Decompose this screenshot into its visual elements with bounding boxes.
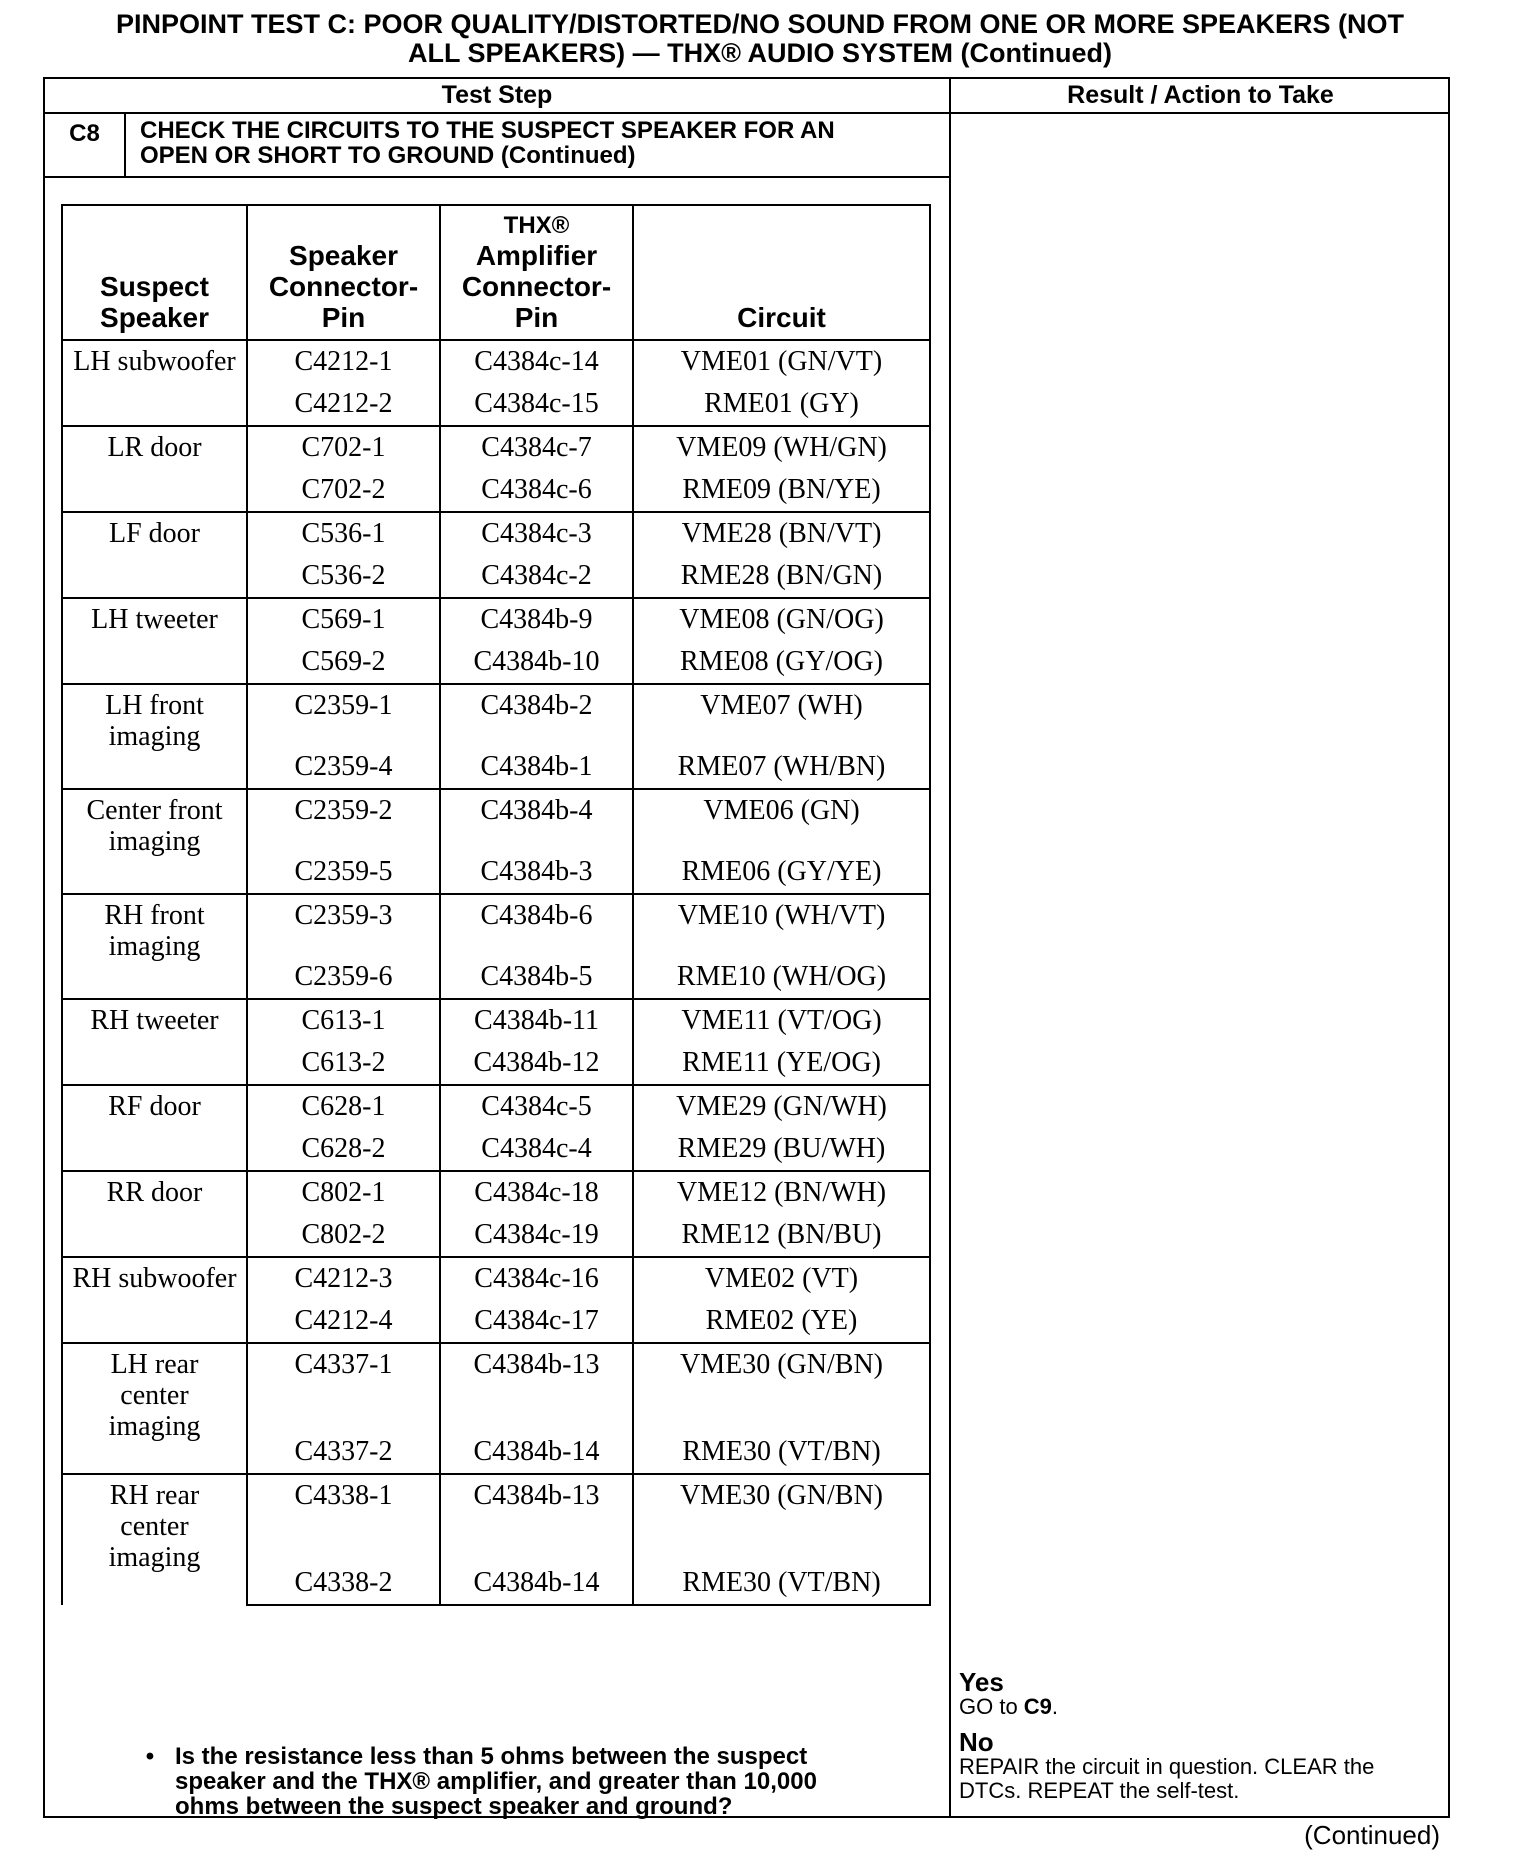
suspect-speaker-cell: RH subwoofer <box>62 1257 247 1343</box>
circuit-cell: RME06 (GY/YE) <box>633 851 930 894</box>
table-row <box>62 340 930 383</box>
circuit-cell: VME06 (GN) <box>633 789 930 851</box>
amplifier-connector-pin-cell: C4384c-4 <box>440 1128 633 1171</box>
speaker-connector-pin-cell: C702-1 <box>247 426 440 469</box>
header-divider <box>45 112 1448 114</box>
circuit-cell: VME08 (GN/OG) <box>633 598 930 641</box>
speaker-connector-pin-cell: C2359-2 <box>247 789 440 851</box>
circuit-cell: VME07 (WH) <box>633 684 930 746</box>
suspect-speaker-cell: LH front imaging <box>62 684 247 789</box>
speaker-connector-pin-cell: C2359-3 <box>247 894 440 956</box>
amplifier-connector-pin-cell: C4384c-3 <box>440 512 633 555</box>
circuit-cell: RME02 (YE) <box>633 1300 930 1343</box>
speaker-connector-pin-cell: C536-2 <box>247 555 440 598</box>
table-row <box>62 789 930 851</box>
step-title-line-1: CHECK THE CIRCUITS TO THE SUSPECT SPEAKER FOR AN <box>140 117 835 144</box>
speaker-connector-pin-cell: C4337-1 <box>247 1343 440 1431</box>
table-row <box>62 894 930 956</box>
speaker-connector-pin-cell: C613-2 <box>247 1042 440 1085</box>
amplifier-connector-pin-cell: C4384c-17 <box>440 1300 633 1343</box>
circuit-cell: VME09 (WH/GN) <box>633 426 930 469</box>
circuit-cell: RME09 (BN/YE) <box>633 469 930 512</box>
bullet-icon: • <box>145 1743 155 1770</box>
amplifier-connector-pin-cell: C4384b-3 <box>440 851 633 894</box>
amplifier-connector-pin-cell: C4384b-10 <box>440 641 633 684</box>
speaker-connector-pin-cell: C569-2 <box>247 641 440 684</box>
speaker-connector-pin-cell: C4212-3 <box>247 1257 440 1300</box>
circuit-cell: VME01 (GN/VT) <box>633 340 930 383</box>
circuit-cell: VME29 (GN/WH) <box>633 1085 930 1128</box>
table-row <box>62 684 930 746</box>
amplifier-connector-pin-cell: C4384c-14 <box>440 340 633 383</box>
amplifier-connector-pin-cell: C4384b-1 <box>440 746 633 789</box>
continued-note: (Continued) <box>1304 1820 1440 1850</box>
suspect-speaker-cell: RH tweeter <box>62 999 247 1085</box>
circuit-cell: VME10 (WH/VT) <box>633 894 930 956</box>
circuit-cell: VME28 (BN/VT) <box>633 512 930 555</box>
column-divider <box>949 79 951 1816</box>
speaker-connector-pin-cell: C4212-4 <box>247 1300 440 1343</box>
amplifier-connector-pin-cell: C4384c-2 <box>440 555 633 598</box>
header-speaker-connector-pin: Speaker Connector- Pin <box>247 205 440 340</box>
amplifier-connector-pin-cell: C4384b-12 <box>440 1042 633 1085</box>
speaker-connector-pin-cell: C4212-1 <box>247 340 440 383</box>
speaker-connector-pin-cell: C628-2 <box>247 1128 440 1171</box>
header-circuit: Circuit <box>633 205 930 340</box>
yes-action: GO to C9. <box>959 1694 1059 1719</box>
amplifier-connector-pin-cell: C4384c-5 <box>440 1085 633 1128</box>
circuit-cell: VME02 (VT) <box>633 1257 930 1300</box>
suspect-speaker-cell: RH rear center imaging <box>62 1474 247 1605</box>
table-row <box>62 1257 930 1300</box>
test-step-header: Test Step <box>441 81 553 109</box>
result-header: Result / Action to Take <box>1067 81 1334 109</box>
table-row <box>62 1343 930 1431</box>
amplifier-connector-pin-cell: C4384c-15 <box>440 383 633 426</box>
amplifier-connector-pin-cell: C4384b-13 <box>440 1474 633 1562</box>
yes-target-step: C9 <box>1023 1694 1052 1719</box>
no-action-line-1: REPAIR the circuit in question. CLEAR the <box>959 1754 1375 1779</box>
speaker-connector-pin-cell: C2359-1 <box>247 684 440 746</box>
speaker-connector-pin-cell: C4337-2 <box>247 1431 440 1474</box>
amplifier-connector-pin-cell: C4384b-9 <box>440 598 633 641</box>
speaker-connector-pin-cell: C536-1 <box>247 512 440 555</box>
amplifier-connector-pin-cell: C4384b-4 <box>440 789 633 851</box>
header-amplifier-connector-pin: THX® Amplifier Connector- Pin <box>440 205 633 340</box>
amplifier-connector-pin-cell: C4384b-11 <box>440 999 633 1042</box>
title-line-1: PINPOINT TEST C: POOR QUALITY/DISTORTED/NO SOUND FROM ONE OR MORE SPEAKERS (NOT <box>115 9 1405 39</box>
speaker-connector-pin-cell: C613-1 <box>247 999 440 1042</box>
suspect-speaker-cell: LR door <box>62 426 247 512</box>
speaker-connector-pin-cell: C4338-2 <box>247 1562 440 1605</box>
resistance-question <box>135 1744 935 1819</box>
table-row <box>62 1171 930 1214</box>
circuit-cell: RME30 (VT/BN) <box>633 1431 930 1474</box>
circuit-cell: RME28 (BN/GN) <box>633 555 930 598</box>
circuit-cell: RME11 (YE/OG) <box>633 1042 930 1085</box>
circuit-cell: RME10 (WH/OG) <box>633 956 930 999</box>
speaker-connector-pin-cell: C2359-6 <box>247 956 440 999</box>
table-row <box>62 426 930 469</box>
speaker-connector-pin-cell: C802-1 <box>247 1171 440 1214</box>
circuit-cell: VME30 (GN/BN) <box>633 1474 930 1562</box>
amplifier-connector-pin-cell: C4384c-6 <box>440 469 633 512</box>
result-actions <box>959 1669 1449 1803</box>
circuit-cell: RME01 (GY) <box>633 383 930 426</box>
circuit-cell: RME12 (BN/BU) <box>633 1214 930 1257</box>
circuit-cell: VME12 (BN/WH) <box>633 1171 930 1214</box>
no-label: No <box>959 1727 994 1757</box>
question-line-1: Is the resistance less than 5 ohms between the suspect <box>175 1743 808 1770</box>
title-line-2: ALL SPEAKERS) — THX® AUDIO SYSTEM (Continued) <box>408 38 1112 68</box>
speaker-connector-pin-cell: C702-2 <box>247 469 440 512</box>
circuit-cell: VME11 (VT/OG) <box>633 999 930 1042</box>
amplifier-connector-pin-cell: C4384b-14 <box>440 1562 633 1605</box>
speaker-connector-pin-cell: C4212-2 <box>247 383 440 426</box>
suspect-speaker-cell: Center front imaging <box>62 789 247 894</box>
yes-label: Yes <box>959 1667 1004 1697</box>
amplifier-connector-pin-cell: C4384c-7 <box>440 426 633 469</box>
step-title <box>140 118 940 168</box>
table-body <box>62 340 930 1605</box>
step-number: C8 <box>45 114 126 176</box>
speaker-circuit-table <box>61 204 931 1606</box>
amplifier-connector-pin-cell: C4384b-2 <box>440 684 633 746</box>
table-row <box>62 512 930 555</box>
step-title-line-2: OPEN OR SHORT TO GROUND (Continued) <box>140 142 636 169</box>
speaker-connector-pin-cell: C802-2 <box>247 1214 440 1257</box>
amplifier-connector-pin-cell: C4384b-13 <box>440 1343 633 1431</box>
step-divider <box>45 176 951 178</box>
circuit-cell: RME30 (VT/BN) <box>633 1562 930 1605</box>
amplifier-connector-pin-cell: C4384b-5 <box>440 956 633 999</box>
table-header-row <box>62 205 930 340</box>
suspect-speaker-cell: RR door <box>62 1171 247 1257</box>
suspect-speaker-cell: LF door <box>62 512 247 598</box>
suspect-speaker-cell: RF door <box>62 1085 247 1171</box>
speaker-connector-pin-cell: C2359-5 <box>247 851 440 894</box>
circuit-cell: VME30 (GN/BN) <box>633 1343 930 1431</box>
amplifier-connector-pin-cell: C4384b-14 <box>440 1431 633 1474</box>
table-row <box>62 598 930 641</box>
speaker-connector-pin-cell: C569-1 <box>247 598 440 641</box>
question-line-2: speaker and the THX® amplifier, and greater than 10,000 <box>175 1768 817 1795</box>
speaker-connector-pin-cell: C4338-1 <box>247 1474 440 1562</box>
table-row <box>62 999 930 1042</box>
circuit-cell: RME08 (GY/OG) <box>633 641 930 684</box>
header-suspect-speaker: Suspect Speaker <box>62 205 247 340</box>
suspect-speaker-cell: LH rear center imaging <box>62 1343 247 1474</box>
suspect-speaker-cell: RH front imaging <box>62 894 247 999</box>
question-line-3: ohms between the suspect speaker and ground? <box>175 1793 733 1820</box>
circuit-cell: RME07 (WH/BN) <box>633 746 930 789</box>
table-row <box>62 1474 930 1562</box>
amplifier-connector-pin-cell: C4384c-16 <box>440 1257 633 1300</box>
no-action-line-2: DTCs. REPEAT the self-test. <box>959 1778 1240 1803</box>
pinpoint-test-frame <box>43 77 1450 1818</box>
circuit-cell: RME29 (BU/WH) <box>633 1128 930 1171</box>
amplifier-connector-pin-cell: C4384b-6 <box>440 894 633 956</box>
amplifier-connector-pin-cell: C4384c-18 <box>440 1171 633 1214</box>
speaker-connector-pin-cell: C2359-4 <box>247 746 440 789</box>
amplifier-connector-pin-cell: C4384c-19 <box>440 1214 633 1257</box>
suspect-speaker-cell: LH tweeter <box>62 598 247 684</box>
page-title <box>40 10 1480 68</box>
suspect-speaker-cell: LH subwoofer <box>62 340 247 426</box>
speaker-connector-pin-cell: C628-1 <box>247 1085 440 1128</box>
table-row <box>62 1085 930 1128</box>
